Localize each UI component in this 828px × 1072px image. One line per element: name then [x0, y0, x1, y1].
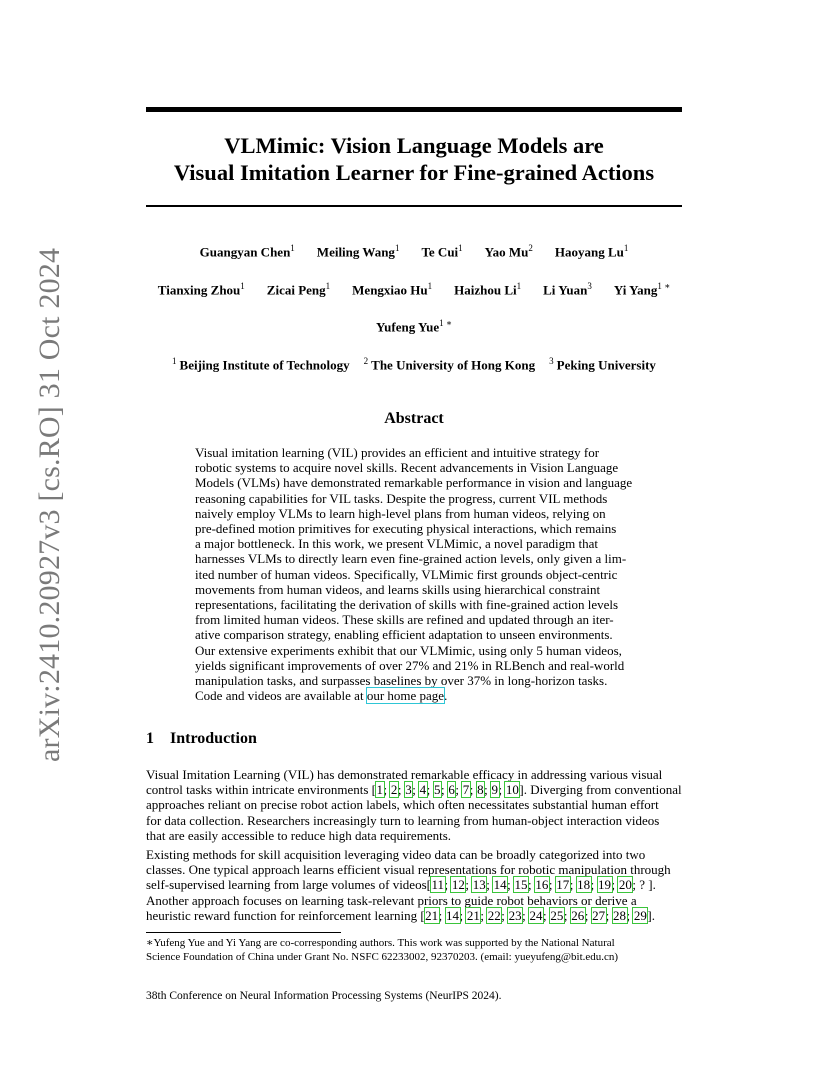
abstract-line: manipulation tasks, and surpasses baselines by over 37% in long-horizon tasks.	[195, 673, 608, 689]
author-name: Zicai Peng$^1$	[266, 281, 331, 298]
citation-link[interactable]: 7	[462, 782, 470, 798]
affiliation: $^1$ Beijing Institute of Technology	[172, 356, 350, 373]
citation-link[interactable]: 24	[529, 907, 543, 923]
title-line-1: VLMimic: Vision Language Models are	[224, 133, 604, 158]
abstract-line: reasoning capabilities for VIL tasks. Despite the progress, current VIL methods	[195, 490, 608, 506]
citation-link[interactable]: 22	[487, 907, 501, 923]
abstract-line: Visual imitation learning (VIL) provides an efficient and intuitive strategy for	[195, 445, 600, 460]
abstract-line: a major bottleneck. In this work, we present VLMimic, a novel paradigm that	[195, 536, 599, 552]
author-name: Yufeng Yue$^{1 ∗}$	[375, 318, 453, 335]
author-affiliation-mark: 1	[290, 243, 295, 253]
abstract-last-line: Code and videos are available at our home page.	[195, 688, 448, 704]
section-heading-introduction	[146, 730, 257, 748]
citation-link[interactable]: 3	[405, 782, 412, 798]
conference-footer: 38th Conference on Neural Information Processing Systems (NeurIPS 2024).	[146, 990, 502, 1002]
author-affiliation-mark: 1	[623, 243, 629, 253]
abstract-line: ative comparison strategy, enabling efficient adaptation to unseen environments.	[195, 627, 613, 643]
abstract-line: representations, facilitating the derivation of skills with fine-grained action levels	[195, 597, 619, 613]
citation-link[interactable]: 1	[376, 782, 383, 798]
citation-link[interactable]: 14	[446, 907, 460, 923]
paper-title	[146, 132, 682, 186]
author-affiliation-mark: 1	[516, 281, 522, 291]
abstract-line: movements from human videos, and learns skills using hierarchical constraint	[195, 581, 601, 597]
title-bottom-rule	[146, 205, 682, 207]
abstract-line: pre-defined motion primitives for executing physical interactions, which remains	[195, 521, 617, 537]
citation-link[interactable]: 28	[613, 907, 627, 923]
citation-link[interactable]: 5	[434, 782, 441, 798]
citation-link[interactable]: 26	[571, 907, 585, 923]
abstract-line: harnesses VLMs to directly learn even fine-grained action levels, only given a lim-	[195, 551, 627, 567]
text-line: that are easily accessible to reduce high data requirements.	[146, 827, 452, 843]
citation-link[interactable]: 25	[550, 907, 564, 923]
title-top-rule	[146, 107, 682, 112]
citation-link[interactable]: 12	[451, 877, 465, 893]
citation-link[interactable]: 2	[390, 782, 398, 798]
citation-link[interactable]: 15	[514, 877, 528, 893]
affiliations	[146, 356, 682, 373]
author-name: Yao Mu$^2$	[484, 243, 533, 260]
citation-link[interactable]: 9	[491, 782, 498, 798]
citation-link[interactable]: 27	[592, 907, 606, 923]
abstract-line: from limited human videos. These skills are refined and updated through an iter-	[195, 612, 614, 628]
text-line: Existing methods for skill acquisition leveraging video data can be broadly categorized into two	[146, 847, 646, 862]
author-name: Tianxing Zhou$^1$	[157, 281, 245, 298]
author-affiliation-mark: 1	[458, 243, 463, 253]
author-name: Haoyang Lu$^1$	[554, 243, 629, 260]
section-title: Introduction	[170, 730, 257, 747]
author-affiliation-mark: 1 ∗	[657, 281, 671, 291]
affiliation: $^3$ Peking University	[549, 356, 656, 373]
footnote-line: ∗Yufeng Yue and Yi Yang are co-corresponding authors. This work was supported by the National Natural	[146, 937, 615, 949]
author-affiliation-mark: 2	[528, 243, 533, 253]
citation-link[interactable]: 21	[466, 907, 480, 923]
citation-link[interactable]: 16	[535, 877, 549, 893]
citation-link[interactable]: 8	[477, 782, 484, 798]
authors-row-2	[146, 281, 682, 298]
text-line: heuristic reward function for reinforcement learning [21; 14; 21; 22; 23; 24; 25; 26; 27; 28; 29].	[146, 907, 656, 923]
abstract-line: Our extensive experiments exhibit that our VLMimic, using only 5 human videos,	[195, 642, 622, 658]
author-name: Te Cui$^1$	[421, 243, 463, 260]
author-name: Guangyan Chen$^1$	[199, 243, 295, 260]
citation-link[interactable]: 11	[431, 877, 445, 893]
abstract-line: ited number of human videos. Specifically, VLMimic first grounds object-centric	[195, 566, 618, 582]
author-affiliation-mark: 1	[427, 281, 433, 291]
arxiv-stamp: arXiv:2410.20927v3 [cs.RO] 31 Oct 2024	[33, 247, 66, 762]
abstract-line: yields significant improvements of over 27% and 21% in RLBench and real-world	[195, 657, 625, 673]
author-affiliation-mark: 1	[325, 281, 331, 291]
affiliation: $^2$ The University of Hong Kong	[363, 356, 536, 373]
citation-link[interactable]: 20	[618, 877, 632, 893]
text-line: for data collection. Researchers increasingly turn to learning from human-object interaction videos	[146, 812, 660, 828]
abstract-line: Models (VLMs) have demonstrated remarkable performance in vision and language	[195, 475, 633, 491]
text-line: Visual Imitation Learning (VIL) has demonstrated remarkable efficacy in addressing various visual	[146, 767, 663, 782]
citation-link[interactable]: 10	[505, 782, 519, 798]
author-name: Meiling Wang$^1$	[316, 243, 400, 260]
author-name: Li Yuan$^3$	[543, 281, 592, 298]
section-number: 1	[146, 730, 154, 747]
abstract-heading: Abstract	[384, 410, 444, 427]
author-name: Haizhou Li$^1$	[454, 281, 522, 298]
citation-link[interactable]: 14	[493, 877, 507, 893]
citation-link[interactable]: 6	[448, 782, 455, 798]
citation-link[interactable]: 18	[577, 877, 591, 893]
author-affiliation-mark: 3	[587, 281, 592, 291]
abstract-line: robotic systems to acquire novel skills. Recent advancements in Vision Language	[195, 460, 619, 476]
intro-paragraph-2	[146, 847, 682, 923]
text-line: classes. One typical approach learns efficient visual representations for robotic manipulation through	[146, 862, 671, 878]
author-affiliation-mark: 1	[394, 243, 400, 253]
home-page-link[interactable]: our home page	[366, 688, 445, 704]
footnote	[146, 936, 686, 964]
footnote-rule	[146, 932, 341, 933]
text-line: control tasks within intricate environments [1; 2; 3; 4; 5; 6; 7; 8; 9; 10]. Diverging from conventional	[146, 782, 682, 798]
abstract-body	[195, 445, 635, 703]
authors-row-1	[146, 243, 682, 260]
authors-row-3	[146, 318, 682, 335]
citation-link[interactable]: 29	[633, 907, 647, 923]
citation-link[interactable]: 21	[425, 907, 439, 923]
intro-paragraph-1	[146, 767, 682, 843]
abstract-line: naively employ VLMs to learn high-level plans from human videos, relying on	[195, 505, 606, 521]
citation-link[interactable]: 17	[556, 877, 570, 893]
citation-link[interactable]: 23	[508, 907, 522, 923]
text-line: approaches reliant on precise robot action labels, which often necessitates substantial human effort	[146, 797, 659, 813]
text-line: Another approach focuses on learning task-relevant priors to guide robot behaviors or derive a	[146, 892, 637, 908]
citation-link[interactable]: 19	[598, 877, 612, 893]
author-name: Yi Yang$^{1 ∗}$	[613, 281, 671, 298]
author-affiliation-mark: 1	[240, 281, 245, 291]
author-name: Mengxiao Hu$^1$	[352, 281, 433, 298]
text-line: self-supervised learning from large volumes of videos[11; 12; 13; 14; 15; 16; 17; 18; 19; 20; ? ].	[146, 877, 656, 893]
author-affiliation-mark: 1 ∗	[439, 318, 453, 328]
footnote-line: Science Foundation of China under Grant No. NSFC 62233002, 92370203. (email: yueyufeng@bit.edu.cn)	[146, 951, 619, 963]
citation-link[interactable]: 4	[419, 782, 427, 798]
citation-link[interactable]: 13	[472, 877, 486, 893]
title-line-2: Visual Imitation Learner for Fine-grained Actions	[173, 160, 655, 185]
